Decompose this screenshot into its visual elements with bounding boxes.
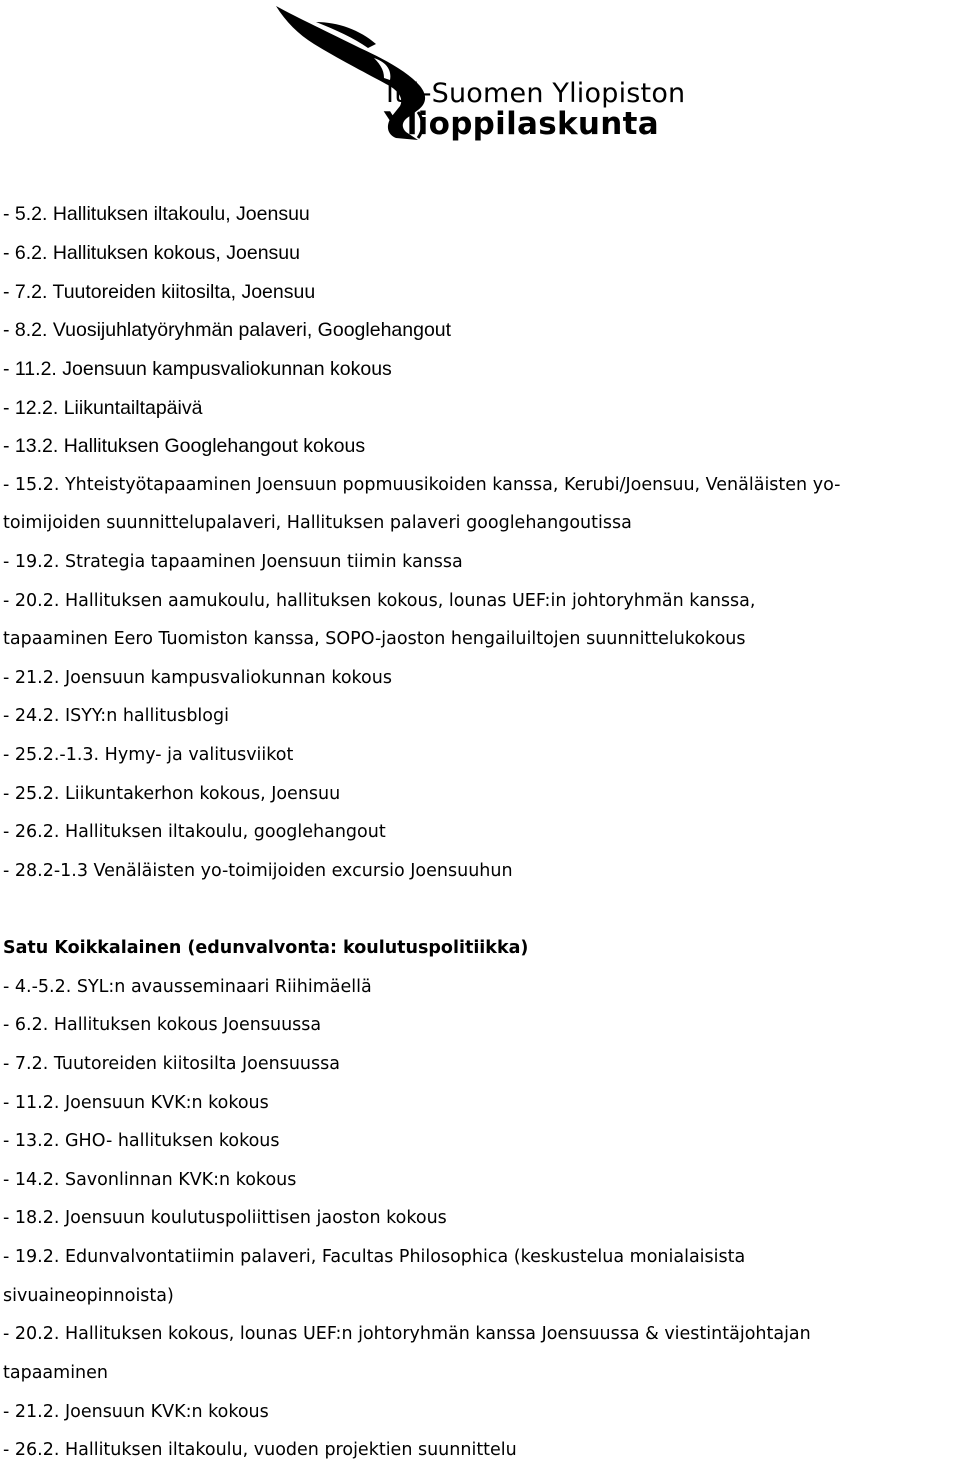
list-item: - 26.2. Hallituksen iltakoulu, googlehangout (3, 822, 386, 842)
list-item: - 11.2. Joensuun kampusvaliokunnan kokous (3, 358, 392, 380)
logo-text-university: Itä-Suomen Yliopiston (386, 78, 686, 109)
list-item: - 19.2. Strategia tapaaminen Joensuun tiimin kanssa (3, 552, 463, 572)
list-item: - 5.2. Hallituksen iltakoulu, Joensuu (3, 203, 310, 225)
list-item: - 20.2. Hallituksen kokous, lounas UEF:n johtoryhmän kanssa Joensuussa & viestintäjohtajan (3, 1324, 811, 1344)
list-item: - 25.2.-1.3. Hymy- ja valitusviikot (3, 745, 294, 765)
list-item: - 8.2. Vuosijuhlatyöryhmän palaveri, Googlehangout (3, 319, 452, 341)
document-header (0, 0, 960, 165)
list-item-continuation: tapaaminen Eero Tuomiston kanssa, SOPO-jaoston hengailuiltojen suunnittelukokous (3, 629, 746, 649)
list-item: - 4.-5.2. SYL:n avausseminaari Riihimäellä (3, 977, 372, 997)
section-heading: Satu Koikkalainen (edunvalvonta: koulutuspolitiikka) (3, 938, 529, 958)
list-item: - 28.2-1.3 Venäläisten yo-toimijoiden excursio Joensuuhun (3, 861, 513, 881)
list-item: - 18.2. Joensuun koulutuspoliittisen jaoston kokous (3, 1208, 447, 1228)
list-item: - 6.2. Hallituksen kokous Joensuussa (3, 1015, 322, 1035)
list-item: - 7.2. Tuutoreiden kiitosilta Joensuussa (3, 1054, 340, 1074)
logo-text-union: Ylioppilaskunta (384, 106, 659, 142)
list-item: - 24.2. ISYY:n hallitusblogi (3, 706, 229, 726)
list-item: - 26.2. Hallituksen iltakoulu, vuoden projektien suunnittelu (3, 1440, 517, 1460)
list-item-continuation: tapaaminen (3, 1363, 108, 1383)
list-item: - 6.2. Hallituksen kokous, Joensuu (3, 242, 300, 264)
list-item: - 25.2. Liikuntakerhon kokous, Joensuu (3, 784, 341, 804)
list-item-continuation: toimijoiden suunnittelupalaveri, Hallituksen palaveri googlehangoutissa (3, 513, 632, 533)
list-item: - 21.2. Joensuun kampusvaliokunnan kokous (3, 668, 392, 688)
list-item: - 21.2. Joensuun KVK:n kokous (3, 1402, 269, 1422)
list-item: - 11.2. Joensuun KVK:n kokous (3, 1093, 269, 1113)
list-item: - 15.2. Yhteistyötapaaminen Joensuun popmuusikoiden kanssa, Kerubi/Joensuu, Venäläisten yo- (3, 475, 841, 495)
list-item-continuation: sivuaineopinnoista) (3, 1286, 174, 1306)
list-item: - 20.2. Hallituksen aamukoulu, hallituksen kokous, lounas UEF:in johtoryhmän kanssa, (3, 591, 756, 611)
list-item: - 14.2. Savonlinnan KVK:n kokous (3, 1170, 297, 1190)
list-item: - 12.2. Liikuntailtapäivä (3, 397, 203, 419)
list-item: - 7.2. Tuutoreiden kiitosilta, Joensuu (3, 281, 316, 303)
list-item: - 13.2. GHO- hallituksen kokous (3, 1131, 280, 1151)
list-item: - 13.2. Hallituksen Googlehangout kokous (3, 435, 366, 457)
list-item: - 19.2. Edunvalvontatiimin palaveri, Facultas Philosophica (keskustelua monialaisista (3, 1247, 746, 1267)
